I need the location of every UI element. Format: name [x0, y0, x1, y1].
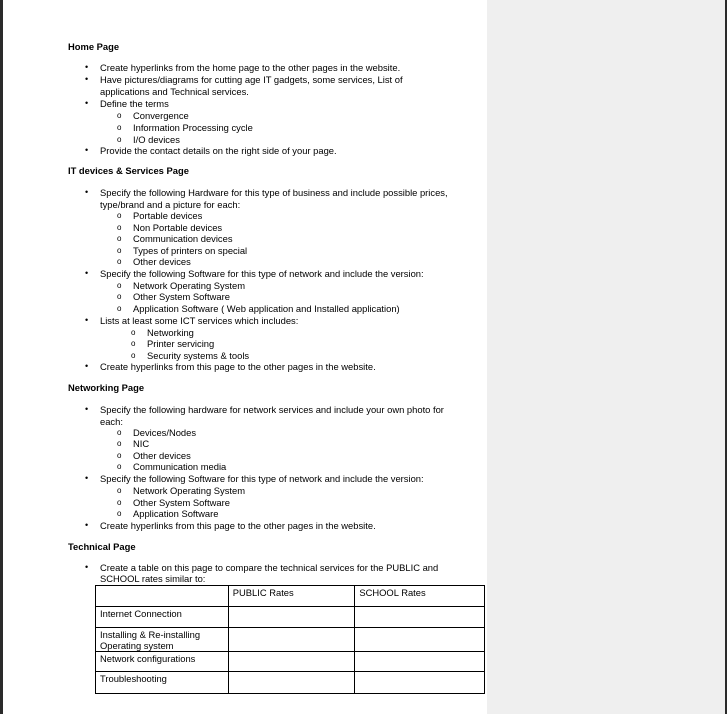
table-cell [228, 652, 355, 672]
bullet-icon: • [85, 361, 89, 371]
circle-bullet-icon: o [117, 111, 122, 120]
public-rates-header: PUBLIC Rates [228, 586, 355, 607]
row-label-line-2: Operating system [100, 640, 174, 651]
it-heading: IT devices & Services Page [68, 165, 189, 176]
circle-bullet-icon: o [117, 257, 122, 266]
table-row [96, 672, 485, 694]
table-cell [228, 672, 355, 694]
list-item: Other devices [133, 256, 191, 267]
circle-bullet-icon: o [117, 509, 122, 518]
list-item: Communication devices [133, 233, 233, 244]
list-item: Devices/Nodes [133, 427, 197, 438]
list-item: I/O devices [133, 134, 180, 145]
table-cell [355, 652, 485, 672]
list-item: Types of printers on special [133, 245, 248, 256]
circle-bullet-icon: o [117, 304, 122, 313]
circle-bullet-icon: o [117, 451, 122, 460]
bullet-icon: • [85, 98, 89, 108]
row-label [96, 628, 229, 652]
table-row [96, 652, 485, 672]
net-bullet-1-line-1: Specify the following hardware for network services and include your own photo for [100, 404, 444, 415]
circle-bullet-icon: o [117, 428, 122, 437]
it-bullet-1-line-2: type/brand and a picture for each: [100, 199, 241, 210]
bullet-icon: • [85, 74, 89, 84]
school-rates-header: SCHOOL Rates [355, 586, 485, 607]
circle-bullet-icon: o [117, 123, 122, 132]
it-bullet-2: Specify the following Software for this type of network and include the version: [100, 268, 424, 279]
document-page [3, 0, 487, 714]
table-cell [96, 586, 229, 607]
circle-bullet-icon: o [117, 498, 122, 507]
row-label: Internet Connection [96, 607, 229, 628]
bullet-icon: • [85, 62, 89, 72]
list-item: Application Software ( Web application and Installed application) [133, 303, 400, 314]
circle-bullet-icon: o [131, 328, 136, 337]
list-item: Other System Software [133, 291, 230, 302]
table-row [96, 628, 485, 652]
list-item: Application Software [133, 508, 219, 519]
list-item: NIC [133, 438, 150, 449]
table-cell [355, 607, 485, 628]
row-label: Troubleshooting [96, 672, 229, 694]
circle-bullet-icon: o [117, 135, 122, 144]
document-side-panel [487, 0, 725, 714]
list-item: Other System Software [133, 497, 230, 508]
circle-bullet-icon: o [117, 486, 122, 495]
circle-bullet-icon: o [131, 351, 136, 360]
list-item: Information Processing cycle [133, 122, 253, 133]
bullet-icon: • [85, 315, 89, 325]
home-bullet-3: Define the terms [100, 98, 169, 109]
circle-bullet-icon: o [117, 211, 122, 220]
list-item: Network Operating System [133, 280, 246, 291]
bullet-icon: • [85, 473, 89, 483]
circle-bullet-icon: o [117, 234, 122, 243]
table-header-row [96, 586, 485, 607]
list-item: Other devices [133, 450, 191, 461]
net-bullet-2: Specify the following Software for this type of network and include the version: [100, 473, 424, 484]
list-item: Communication media [133, 461, 227, 472]
list-item: Portable devices [133, 210, 203, 221]
list-item: Convergence [133, 110, 189, 121]
circle-bullet-icon: o [131, 339, 136, 348]
bullet-icon: • [85, 520, 89, 530]
list-item: Network Operating System [133, 485, 246, 496]
table-cell [228, 628, 355, 652]
networking-heading: Networking Page [68, 382, 145, 393]
bullet-icon: • [85, 145, 89, 155]
it-bullet-1-line-1: Specify the following Hardware for this type of business and include possible prices, [100, 187, 448, 198]
list-item: Networking [147, 327, 194, 338]
list-item: Printer servicing [147, 338, 215, 349]
home-heading: Home Page [68, 41, 120, 52]
list-item: Security systems & tools [147, 350, 250, 361]
circle-bullet-icon: o [117, 281, 122, 290]
table-row [96, 607, 485, 628]
rates-table [95, 585, 485, 694]
bullet-icon: • [85, 562, 89, 572]
home-bullet-2-line-2: applications and Technical services. [100, 86, 249, 97]
net-bullet-3: Create hyperlinks from this page to the other pages in the website. [100, 520, 376, 531]
net-bullet-1-line-2: each: [100, 416, 123, 427]
bullet-icon: • [85, 404, 89, 414]
tech-bullet-1-line-1: Create a table on this page to compare the technical services for the PUBLIC and [100, 562, 439, 573]
list-item: Non Portable devices [133, 222, 223, 233]
circle-bullet-icon: o [117, 246, 122, 255]
home-bullet-1: Create hyperlinks from the home page to the other pages in the website. [100, 62, 401, 73]
row-label: Network configurations [96, 652, 229, 672]
tech-bullet-1-line-2: SCHOOL rates similar to: [100, 573, 206, 584]
it-bullet-3: Lists at least some ICT services which includes: [100, 315, 299, 326]
home-bullet-2-line-1: Have pictures/diagrams for cutting age IT gadgets, some services, List of [100, 74, 403, 85]
bullet-icon: • [85, 187, 89, 197]
table-cell [355, 672, 485, 694]
circle-bullet-icon: o [117, 462, 122, 471]
circle-bullet-icon: o [117, 292, 122, 301]
technical-heading: Technical Page [68, 541, 136, 552]
bullet-icon: • [85, 268, 89, 278]
table-cell [228, 607, 355, 628]
row-label-line-1: Installing & Re-installing [100, 629, 201, 640]
table-cell [355, 628, 485, 652]
circle-bullet-icon: o [117, 439, 122, 448]
home-bullet-4: Provide the contact details on the right side of your page. [100, 145, 337, 156]
it-bullet-4: Create hyperlinks from this page to the other pages in the website. [100, 361, 376, 372]
circle-bullet-icon: o [117, 223, 122, 232]
